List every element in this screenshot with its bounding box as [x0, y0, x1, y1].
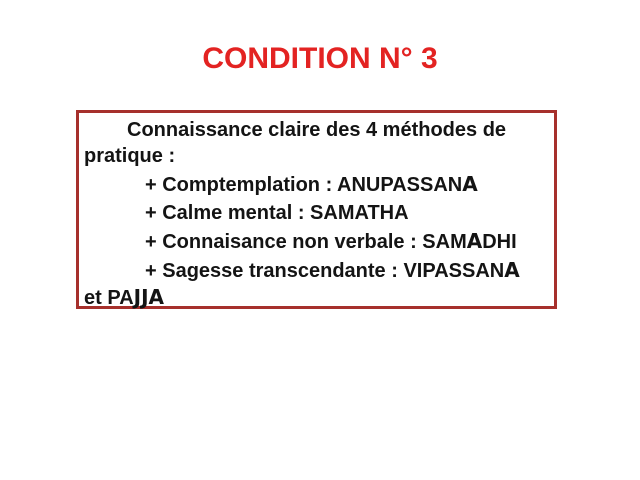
bullet-samadhi-heavy-letter: A — [466, 229, 483, 253]
bullet-vipassana-text: + Sagesse transcendante : VIPASSAN — [145, 260, 505, 282]
bullet-pajja-heavy-letters: JJA — [133, 285, 165, 309]
content-box — [76, 110, 557, 309]
bullet-contemplation-text: + Comptemplation : ANUPASSAN — [145, 174, 463, 196]
bullet-contemplation — [84, 171, 548, 198]
bullet-samadhi-text-start: + Connaisance non verbale : SAM — [145, 231, 467, 253]
bullet-vipassana-heavy-letter: A — [504, 258, 520, 282]
bullet-sagesse-transcendante — [84, 257, 548, 311]
paragraph-intro — [84, 117, 548, 169]
bullet-pajja-text: et PA — [84, 287, 134, 309]
bullet-contemplation-heavy-letter: A — [462, 172, 478, 196]
bullet-calme-mental-text: + Calme mental : SAMATHA — [145, 202, 409, 224]
bullet-samadhi-text-end: DHI — [482, 231, 517, 253]
bullet-calme-mental — [84, 200, 548, 226]
slide-title: CONDITION N° 3 — [202, 42, 438, 75]
bullet-connaissance-non-verbale — [84, 228, 548, 255]
intro-line-1: Connaissance claire des 4 méthodes de — [127, 119, 507, 141]
intro-line-2: pratique : — [84, 145, 176, 167]
